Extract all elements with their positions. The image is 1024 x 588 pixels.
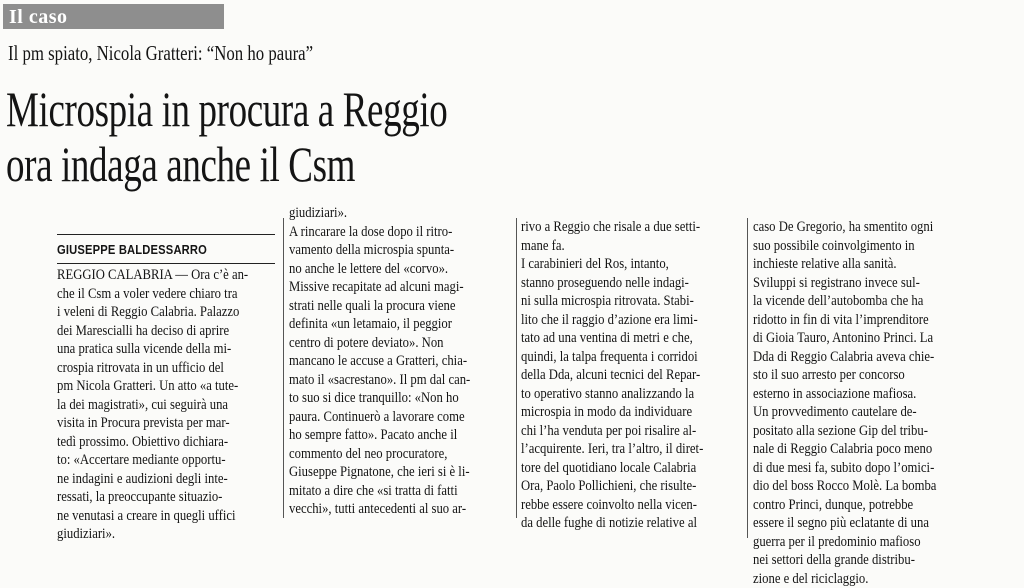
- article-line: di Gioia Tauro, Antonino Princi. La: [753, 329, 936, 348]
- column-divider: [516, 218, 517, 518]
- article-line: no anche le lettere del «corvo».: [289, 260, 470, 279]
- article-line: Giuseppe Pignatone, che ieri si è li-: [289, 463, 470, 482]
- article-line: strati nelle quali la procura viene: [289, 297, 470, 316]
- article-column-2: [289, 211, 512, 496]
- article-line: di due mesi fa, subito dopo l’omici-: [753, 459, 936, 478]
- kicker: Il pm spiato, Nicola Gratteri: “Non ho paura”: [8, 40, 313, 66]
- article-line: ressati, la preoccupante situazio-: [57, 488, 248, 507]
- article-line: mancano le accuse a Gratteri, chia-: [289, 352, 470, 371]
- article-line: to: «Accertare mediante opportu-: [57, 451, 248, 470]
- article-line: quindi, la talpa frequenta i corridoi: [521, 348, 703, 367]
- article-line: ho sempre fatto». Pacato anche il: [289, 426, 470, 445]
- article-line: microspia in modo da individuare: [521, 403, 703, 422]
- article-line: essere il segno più eclatante di una: [753, 514, 936, 533]
- article-line: la dei magistrati», cui seguirà una: [57, 396, 248, 415]
- column-divider: [747, 218, 748, 538]
- article-line: tato ad una ventina di metri e che,: [521, 329, 703, 348]
- article-line: da delle fughe di notizie relative al: [521, 514, 703, 533]
- article-line: ridotto in fin di vita l’imprenditore: [753, 311, 936, 330]
- article-line: contro Princi, dunque, potrebbe: [753, 496, 936, 515]
- article-line: Sviluppi si registrano invece sul-: [753, 274, 936, 293]
- article-line: che il Csm a voler vedere chiaro tra: [57, 285, 248, 304]
- article-line: ne venutasi a creare in quegli uffici: [57, 507, 248, 526]
- article-line: tore del quotidiano locale Calabria: [521, 459, 703, 478]
- headline-line: Microspia in procura a Reggio: [6, 82, 447, 137]
- article-line: pm Nicola Gratteri. Un atto «a tute-: [57, 377, 248, 396]
- article-line: la vicende dell’autobomba che ha: [753, 292, 936, 311]
- article-line: lito che il raggio d’azione era limi-: [521, 311, 703, 330]
- article-line: esterno in associazione mafiosa.: [753, 385, 936, 404]
- article-line: giudiziari».: [57, 525, 248, 544]
- article-line: tedì prossimo. Obiettivo dichiara-: [57, 433, 248, 452]
- section-label: Il caso: [9, 5, 68, 29]
- article-line: vamento della microspia spunta-: [289, 241, 470, 260]
- byline-rule-bottom: [57, 263, 275, 264]
- article-line: Dda di Reggio Calabria aveva chie-: [753, 348, 936, 367]
- article-line: rivo a Reggio che risale a due setti-: [521, 218, 703, 237]
- article-line: sto il suo arresto per concorso: [753, 366, 936, 385]
- article-line: inchieste relative alla sanità.: [753, 255, 936, 274]
- article-line: Missive recapitate ad alcuni magi-: [289, 278, 470, 297]
- article-line: nei settori della grande distribu-: [753, 551, 936, 570]
- article-line: paura. Continuerò a lavorare come: [289, 408, 470, 427]
- byline-rule-top: [57, 234, 275, 235]
- article-line: REGGIO CALABRIA — Ora c’è an-: [57, 266, 248, 285]
- article-line: to suo si dice tranquillo: «Non ho: [289, 389, 470, 408]
- article-line: chi l’ha venduta per poi risalire al-: [521, 422, 703, 441]
- article-line: visita in Procura prevista per mar-: [57, 414, 248, 433]
- article-line: dio del boss Rocco Molè. La bomba: [753, 477, 936, 496]
- article-line: della Dda, alcuni tecnici del Repar-: [521, 366, 703, 385]
- article-column-1: [57, 266, 277, 496]
- article-line: stanno proseguendo nelle indagi-: [521, 274, 703, 293]
- article-line: positato alla sezione Gip del tribu-: [753, 422, 936, 441]
- section-rubric: [3, 4, 224, 29]
- article-line: caso De Gregorio, ha smentito ogni: [753, 218, 936, 237]
- article-column-3: [521, 218, 743, 498]
- article-line: suo possibile coinvolgimento in: [753, 237, 936, 256]
- headline: [6, 82, 447, 192]
- article-line: guerra per il predominio mafioso: [753, 533, 936, 552]
- article-line: to operativo stanno analizzando la: [521, 385, 703, 404]
- article-line: nale di Reggio Calabria poco meno: [753, 440, 936, 459]
- article-line: commento del neo procuratore,: [289, 445, 470, 464]
- article-line: zione e del riciclaggio.: [753, 570, 936, 588]
- article-line: I carabinieri del Ros, intanto,: [521, 255, 703, 274]
- article-line: una pratica sulla vicende della mi-: [57, 340, 248, 359]
- article-line: Ora, Paolo Pollichieni, che risulte-: [521, 477, 703, 496]
- byline: GIUSEPPE BALDESSARRO: [57, 242, 207, 257]
- article-line: vecchi», tutti antecedenti al suo ar-: [289, 500, 470, 519]
- article-line: A rincarare la dose dopo il ritro-: [289, 223, 470, 242]
- article-line: mato il «sacrestano». Il pm dal can-: [289, 371, 470, 390]
- article-line: mane fa.: [521, 237, 703, 256]
- article-line: Un provvedimento cautelare de-: [753, 403, 936, 422]
- article-line: ni sulla microspia ritrovata. Stabi-: [521, 292, 703, 311]
- article-line: giudiziari».: [289, 204, 470, 223]
- headline-line: ora indaga anche il Csm: [6, 137, 447, 192]
- article-line: rebbe essere coinvolto nella vicen-: [521, 496, 703, 515]
- article-line: i veleni di Reggio Calabria. Palazzo: [57, 303, 248, 322]
- article-line: crospia ritrovata in un ufficio del: [57, 359, 248, 378]
- article-line: l’acquirente. Ieri, tra l’altro, il diret-: [521, 440, 703, 459]
- article-line: definita «un letamaio, il peggior: [289, 315, 470, 334]
- article-line: ne indagini e audizioni degli inte-: [57, 470, 248, 489]
- article-line: mitato a dire che «si tratta di fatti: [289, 482, 470, 501]
- article-line: centro di potere deviato». Non: [289, 334, 470, 353]
- article-column-4: [753, 218, 975, 536]
- article-line: dei Marescialli ha deciso di aprire: [57, 322, 248, 341]
